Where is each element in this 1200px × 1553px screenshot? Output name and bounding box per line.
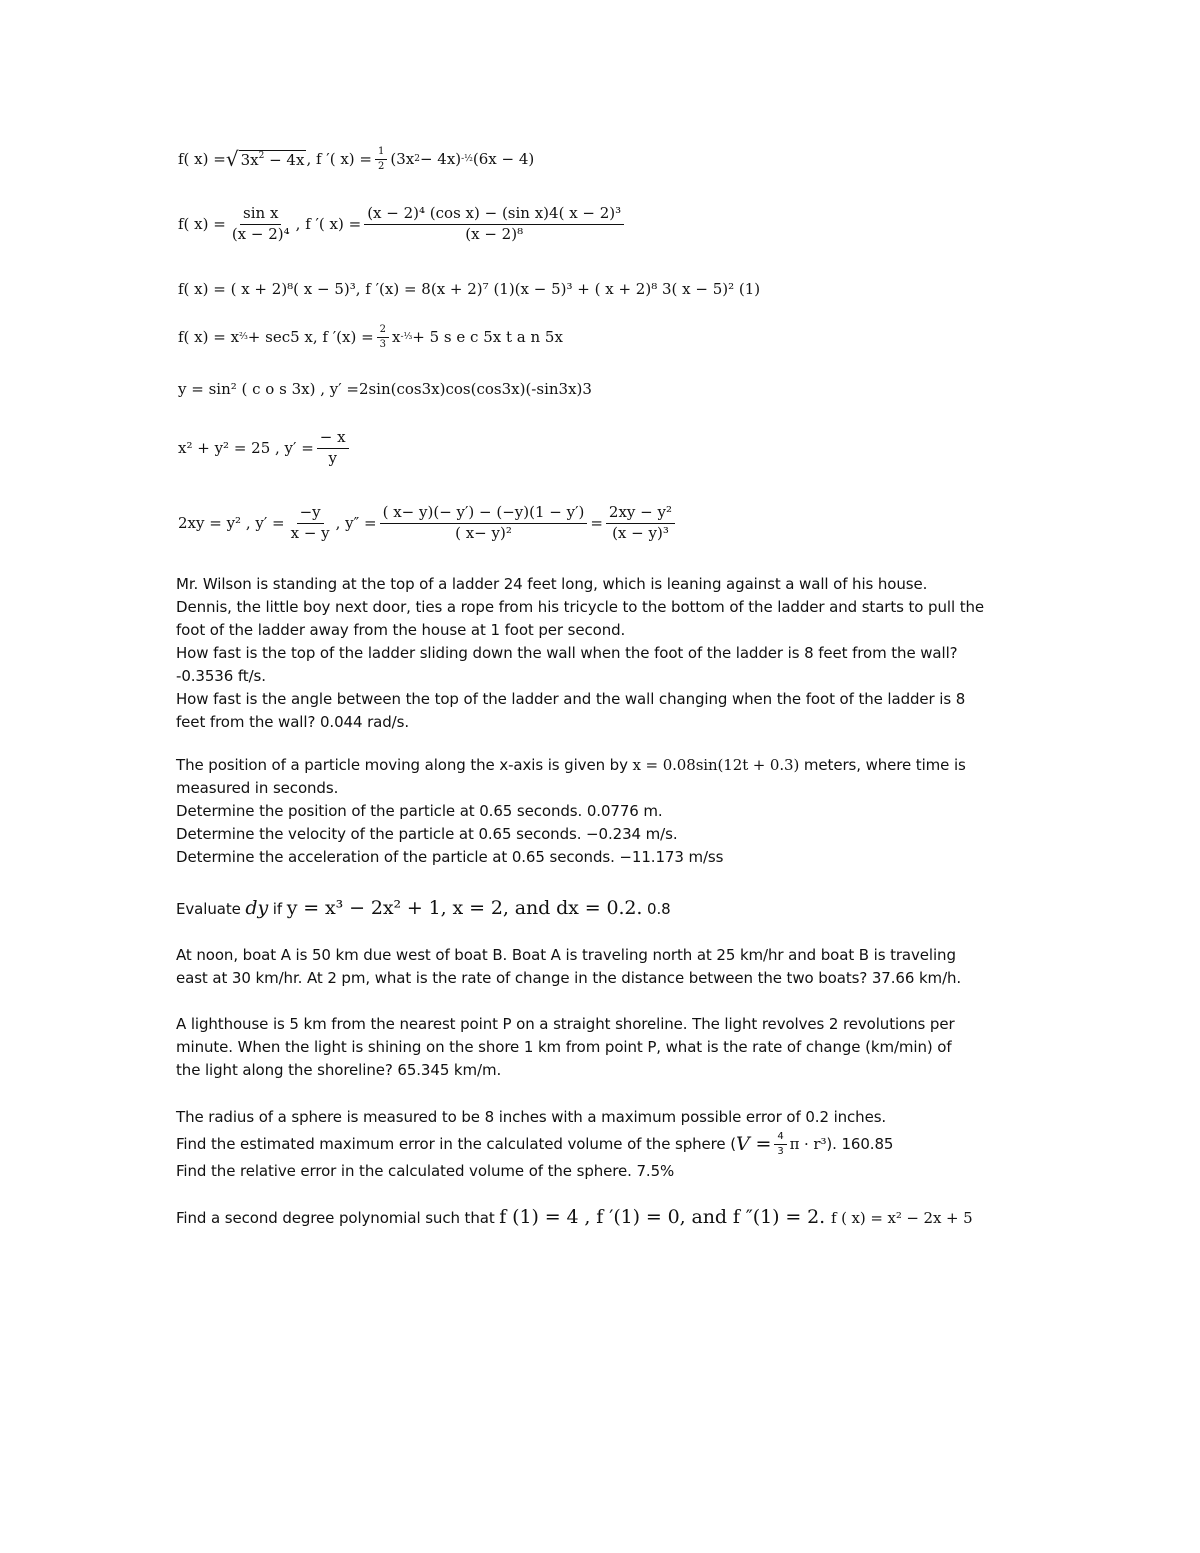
d1-base-tail: − 4x) bbox=[419, 150, 462, 168]
sphere-coef bbox=[774, 1131, 786, 1157]
d4-lhs: f( x) = x bbox=[178, 328, 240, 346]
differential-if: if bbox=[268, 900, 287, 918]
d2-frac-2 bbox=[364, 205, 624, 243]
d2-num-2: (x − 2)⁴ (cos x) − (sin x)4( x − 2)³ bbox=[364, 205, 624, 224]
d5-text: y = sin² ( c o s 3x) , y′ =2sin(cos3x)cos(cos3x)(-sin3x)3 bbox=[178, 380, 592, 398]
d7-eq: = bbox=[590, 514, 603, 532]
d7-den-1: x − y bbox=[290, 523, 330, 542]
d1-mid: , f ′( x) = bbox=[306, 150, 372, 168]
d6-den: y bbox=[328, 448, 337, 467]
d6-num: − x bbox=[317, 429, 349, 448]
particle-acceleration-question: Determine the acceleration of the particle at 0.65 seconds. −11.173 m/ss bbox=[176, 848, 724, 866]
ladder-line: Dennis, the little boy next door, ties a rope from his tricycle to the bottom of the ladder and starts to pull the bbox=[176, 598, 985, 616]
sphere-coef-den: 3 bbox=[777, 1145, 784, 1157]
particle-line: measured in seconds. bbox=[176, 779, 339, 797]
d7-den-2: ( x− y)² bbox=[455, 523, 512, 542]
d1-lhs: f( x) = bbox=[178, 150, 226, 168]
lighthouse-problem bbox=[176, 1013, 955, 1082]
d1-coef bbox=[375, 146, 387, 172]
particle-formula: x = 0.08sin(12t + 0.3) bbox=[632, 756, 800, 774]
d1-radicand-exp: 2 bbox=[258, 150, 265, 161]
d3-text: f( x) = ( x + 2)⁸( x − 5)³, f ′(x) = 8(x + 2)⁷ (1)(x − 5)³ + ( x + 2)⁸ 3( x − 5)² (1) bbox=[178, 280, 761, 298]
ladder-line: foot of the ladder away from the house at 1 foot per second. bbox=[176, 621, 626, 639]
d1-tail: (6x − 4) bbox=[472, 150, 535, 168]
derivative-1: f( x) = √ $3x^2 - 4x$ , f ′( x) = $\frac{1}{2}$ (3x 2 − 4x) -½ (6x − 4) bbox=[178, 146, 535, 172]
d4-coef-den: 3 bbox=[379, 338, 387, 350]
sphere-volume-symbol: V = bbox=[735, 1133, 772, 1155]
lighthouse-line: minute. When the light is shining on the shore 1 km from point P, what is the rate of change (km/min) of bbox=[176, 1038, 952, 1056]
d2-frac-1 bbox=[229, 205, 293, 243]
differential-text: Evaluate bbox=[176, 900, 246, 918]
d4-rhs-tail: + 5 s e c 5x t a n 5x bbox=[412, 328, 563, 346]
boats-line: At noon, boat A is 50 km due west of boat B. Boat A is traveling north at 25 km/hr and boat B is traveling bbox=[176, 946, 956, 964]
sphere-line: The radius of a sphere is measured to be 8 inches with a maximum possible error of 0.2 inches. bbox=[176, 1108, 887, 1126]
sphere-max-error-answer: ). 160.85 bbox=[826, 1135, 894, 1153]
d1-base: (3x bbox=[390, 150, 415, 168]
d1-radicand bbox=[239, 150, 307, 169]
d7-den-3: (x − y)³ bbox=[612, 523, 669, 542]
d1-radicand-tail: − 4x bbox=[264, 150, 305, 169]
particle-position-question: Determine the position of the particle at 0.65 seconds. 0.0776 m. bbox=[176, 802, 663, 820]
ladder-answer: -0.3536 ft/s. bbox=[176, 667, 266, 685]
sphere-problem bbox=[176, 1104, 893, 1184]
sphere-volume-formula: π · r³ bbox=[789, 1135, 827, 1153]
polynomial-problem bbox=[176, 1203, 973, 1231]
d7-lhs: 2xy = y² , y′ = bbox=[178, 514, 285, 532]
derivative-7 bbox=[178, 498, 678, 548]
differential-answer: 0.8 bbox=[642, 900, 671, 918]
derivative-4: f( x) = x ⅔ + sec5 x, f ′(x) = $\frac{2}{3}$ x -⅓ + 5 s e c 5x t a n 5x bbox=[178, 324, 563, 350]
d4-coef-num: 2 bbox=[377, 324, 389, 338]
d6-frac bbox=[317, 429, 349, 467]
d7-frac-1 bbox=[288, 504, 333, 542]
particle-problem bbox=[176, 754, 966, 869]
d2-lhs: f( x) = bbox=[178, 215, 226, 233]
polynomial-answer: f ( x) = x² − 2x + 5 bbox=[831, 1209, 973, 1227]
sphere-relative-error-question: Find the relative error in the calculated volume of the sphere. 7.5% bbox=[176, 1162, 675, 1180]
d1-coef-den: 2 bbox=[377, 160, 385, 172]
boats-problem bbox=[176, 944, 961, 990]
derivative-3 bbox=[178, 276, 760, 302]
d7-mid: , y″ = bbox=[335, 514, 377, 532]
d7-num-2: ( x− y)(− y′) − (−y)(1 − y′) bbox=[380, 504, 588, 523]
particle-velocity-question: Determine the velocity of the particle at 0.65 seconds. −0.234 m/s. bbox=[176, 825, 678, 843]
polynomial-conditions: f (1) = 4 , f ′(1) = 0, and f ″(1) = 2. bbox=[499, 1206, 826, 1228]
differential-dy: dy bbox=[245, 897, 269, 919]
differential-formula: y = x³ − 2x² + 1, x = 2, and dx = 0.2. bbox=[286, 897, 643, 919]
lighthouse-line: A lighthouse is 5 km from the nearest point P on a straight shoreline. The light revolves 2 revolutions per bbox=[176, 1015, 955, 1033]
sphere-coef-num: 4 bbox=[774, 1131, 786, 1145]
derivative-6 bbox=[178, 424, 352, 472]
derivative-2 bbox=[178, 198, 627, 250]
boats-line: east at 30 km/hr. At 2 pm, what is the rate of change in the distance between the two boats? 37.66 km/h. bbox=[176, 969, 962, 987]
ladder-line: Mr. Wilson is standing at the top of a ladder 24 feet long, which is leaning against a wall of his house. bbox=[176, 575, 928, 593]
ladder-line: How fast is the angle between the top of the ladder and the wall changing when the foot of the ladder is 8 bbox=[176, 690, 966, 708]
radical-sign: √ bbox=[225, 147, 239, 171]
particle-intro: The position of a particle moving along the x-axis is given by bbox=[176, 756, 633, 774]
d2-den-1: (x − 2)⁴ bbox=[231, 224, 290, 243]
lighthouse-line: the light along the shoreline? 65.345 km/m. bbox=[176, 1061, 502, 1079]
d4-lhs-tail: + sec5 x, f ′(x) = bbox=[247, 328, 374, 346]
derivative-5 bbox=[178, 376, 592, 402]
d7-num-1: −y bbox=[297, 504, 324, 523]
d4-rhs: x bbox=[392, 328, 401, 346]
polynomial-text: Find a second degree polynomial such that bbox=[176, 1209, 500, 1227]
d1-radicand-base: 3x bbox=[240, 150, 259, 169]
ladder-answer: feet from the wall? 0.044 rad/s. bbox=[176, 713, 409, 731]
d2-den-2: (x − 2)⁸ bbox=[465, 224, 524, 243]
d1-coef-num: 1 bbox=[375, 146, 387, 160]
particle-intro-end: meters, where time is bbox=[799, 756, 966, 774]
sphere-max-error-question: Find the estimated maximum error in the calculated volume of the sphere ( bbox=[176, 1135, 736, 1153]
d4-coef bbox=[377, 324, 389, 350]
d7-frac-3 bbox=[606, 504, 675, 542]
ladder-line: How fast is the top of the ladder sliding down the wall when the foot of the ladder is 8 feet from the wall? bbox=[176, 644, 958, 662]
d6-lhs: x² + y² = 25 , y′ = bbox=[178, 439, 314, 457]
ladder-problem bbox=[176, 573, 984, 734]
d7-frac-2 bbox=[380, 504, 588, 542]
d2-mid: , f ′( x) = bbox=[295, 215, 362, 233]
differential-problem bbox=[176, 895, 671, 921]
d2-num-1: sin x bbox=[240, 205, 281, 224]
d7-num-3: 2xy − y² bbox=[606, 504, 675, 523]
